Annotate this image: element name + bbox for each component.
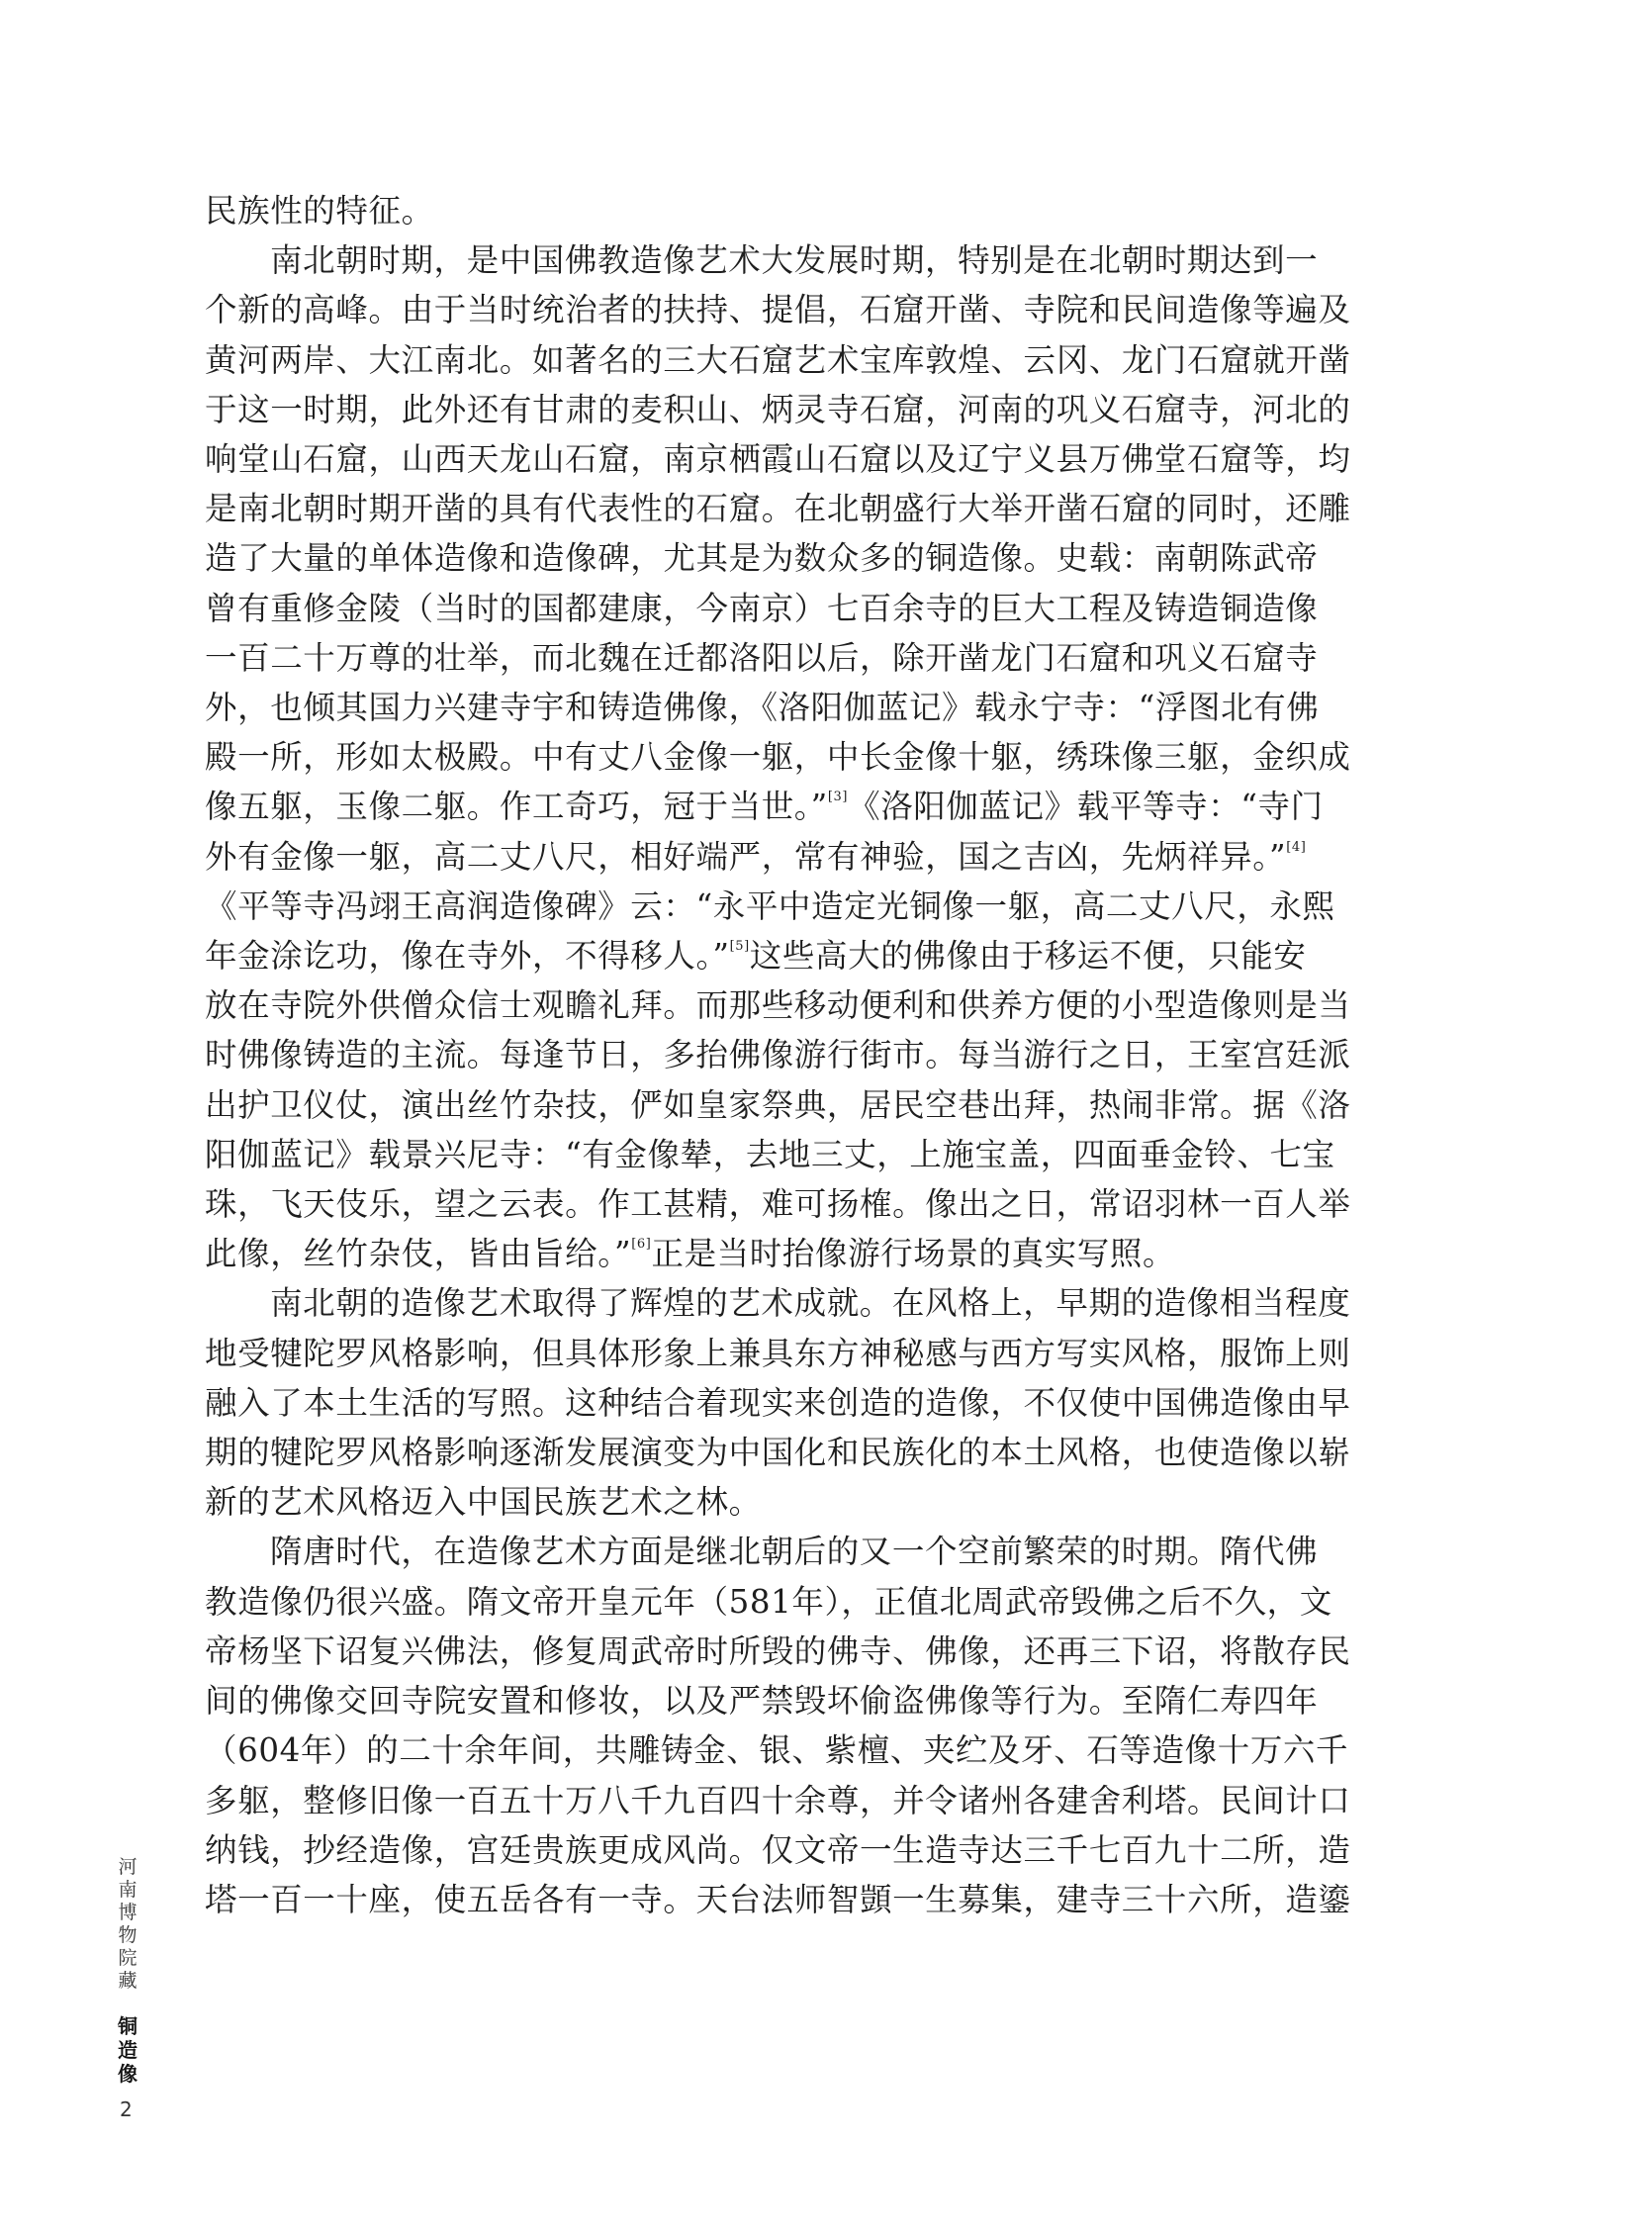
text-line: 融入了本土生活的写照。这种结合着现实来创造的造像，不仅使中国佛造像由早 xyxy=(205,1383,1351,1422)
paragraph xyxy=(205,235,1351,1278)
text-line: 《平等寺冯翊王高润造像碑》云：“永平中造定光铜像一躯，高二丈八尺，永熙 xyxy=(205,886,1335,925)
text-line: 期的犍陀罗风格影响逐渐发展演变为中国化和民族化的本土风格，也使造像以崭 xyxy=(205,1434,1351,1472)
text-line: 南北朝的造像艺术取得了辉煌的艺术成就。在风格上，早期的造像相当程度 xyxy=(270,1284,1351,1323)
text-line: 时佛像铸造的主流。每逢节日，多抬佛像游行街市。每当游行之日，王室宫廷派 xyxy=(205,1036,1351,1074)
sidebar-subtitle: 铜 造 像 xyxy=(118,2014,138,2086)
text-line: 外有金像一躯，高二丈八尺，相好端严，常有神验，国之吉凶，先炳祥异。”[4] xyxy=(205,837,1307,876)
paragraph xyxy=(205,1278,1351,1527)
text-line: 个新的高峰。由于当时统治者的扶持、提倡，石窟开凿、寺院和民间造像等遍及 xyxy=(205,291,1351,329)
text-line: 年金涂讫功，像在寺外，不得移人。”[5]这些高大的佛像由于移运不便，只能安 xyxy=(205,937,1307,976)
footnote-marker: [6] xyxy=(631,1237,652,1253)
text-line: 阳伽蓝记》载景兴尼寺：“有金像辇，去地三丈，上施宝盖，四面垂金铃、七宝 xyxy=(205,1135,1335,1173)
text-line: 出护卫仪仗，演出丝竹杂技，俨如皇家祭典，居民空巷出拜，热闹非常。据《洛 xyxy=(205,1085,1351,1124)
page-number: 2 xyxy=(120,2097,133,2121)
text-line: 像五躯，玉像二躯。作工奇巧，冠于当世。”[3]《洛阳伽蓝记》载平等寺：“寺门 xyxy=(205,788,1324,826)
text-line: 教造像仍很兴盛。隋文帝开皇元年（581年），正值北周武帝毁佛之后不久，文 xyxy=(205,1582,1332,1621)
text-line: 响堂山石窟，山西天龙山石窟，南京栖霞山石窟以及辽宁义县万佛堂石窟等，均 xyxy=(205,440,1351,479)
text-line: 黄河两岸、大江南北。如著名的三大石窟艺术宝库敦煌、云冈、龙门石窟就开凿 xyxy=(205,340,1351,379)
text-line: 塔一百一十座，使五岳各有一寺。天台法师智顗一生募集，建寺三十六所，造鎏 xyxy=(205,1880,1351,1918)
body-text xyxy=(205,186,1351,1924)
text-line: 多躯，整修旧像一百五十万八千九百四十余尊，并令诸州各建舍利塔。民间计口 xyxy=(205,1781,1351,1819)
text-line: 民族性的特征。 xyxy=(205,192,434,230)
text-line: 是南北朝时期开凿的具有代表性的石窟。在北朝盛行大举开凿石窟的同时，还雕 xyxy=(205,490,1351,528)
text-line: 地受犍陀罗风格影响，但具体形象上兼具东方神秘感与西方写实风格，服饰上则 xyxy=(205,1334,1351,1372)
text-line: 殿一所，形如太极殿。中有丈八金像一躯，中长金像十躯，绣珠像三躯，金织成 xyxy=(205,738,1351,777)
footnote-marker: [3] xyxy=(827,790,849,805)
text-line: 此像，丝竹杂伎，皆由旨给。”[6]正是当时抬像游行场景的真实写照。 xyxy=(205,1235,1176,1273)
text-line: 间的佛像交回寺院安置和修妆，以及严禁毁坏偷盗佛像等行为。至隋仁寿四年 xyxy=(205,1682,1319,1721)
text-line: 放在寺院外供僧众信士观瞻礼拜。而那些移动便利和供养方便的小型造像则是当 xyxy=(205,986,1351,1025)
text-line: 帝杨坚下诏复兴佛法，修复周武帝时所毁的佛寺、佛像，还再三下诏，将散存民 xyxy=(205,1631,1351,1670)
text-line: 于这一时期，此外还有甘肃的麦积山、炳灵寺石窟，河南的巩义石窟寺，河北的 xyxy=(205,390,1351,428)
footnote-marker: [5] xyxy=(729,939,750,955)
paragraph xyxy=(205,1527,1351,1924)
paragraph xyxy=(205,186,1174,235)
text-line: 新的艺术风格迈入中国民族艺术之林。 xyxy=(205,1483,762,1522)
text-line: 曾有重修金陵（当时的国都建康，今南京）七百余寺的巨大工程及铸造铜造像 xyxy=(205,589,1319,627)
text-line: 外，也倾其国力兴建寺宇和铸造佛像，《洛阳伽蓝记》载永宁寺：“浮图北有佛 xyxy=(205,689,1320,727)
sidebar-title: 河 南 博 物 院 藏 xyxy=(118,1856,138,1992)
text-line: 南北朝时期，是中国佛教造像艺术大发展时期，特别是在北朝时期达到一 xyxy=(270,241,1319,280)
footnote-marker: [4] xyxy=(1286,839,1307,855)
text-line: 纳钱，抄经造像，宫廷贵族更成风尚。仅文帝一生造寺达三千七百九十二所，造 xyxy=(205,1830,1351,1869)
text-line: 造了大量的单体造像和造像碑，尤其是为数众多的铜造像。史载：南朝陈武帝 xyxy=(205,539,1319,578)
text-line: 珠，飞天伎乐，望之云表。作工甚精，难可扬榷。像出之日，常诏羽林一百人举 xyxy=(205,1185,1351,1224)
text-line: 一百二十万尊的壮举，而北魏在迁都洛阳以后，除开凿龙门石窟和巩义石窟寺 xyxy=(205,638,1319,677)
text-line: （604年）的二十余年间，共雕铸金、银、紫檀、夹纻及牙、石等造像十万六千 xyxy=(205,1731,1349,1770)
text-line: 隋唐时代，在造像艺术方面是继北朝后的又一个空前繁荣的时期。隋代佛 xyxy=(270,1533,1319,1571)
